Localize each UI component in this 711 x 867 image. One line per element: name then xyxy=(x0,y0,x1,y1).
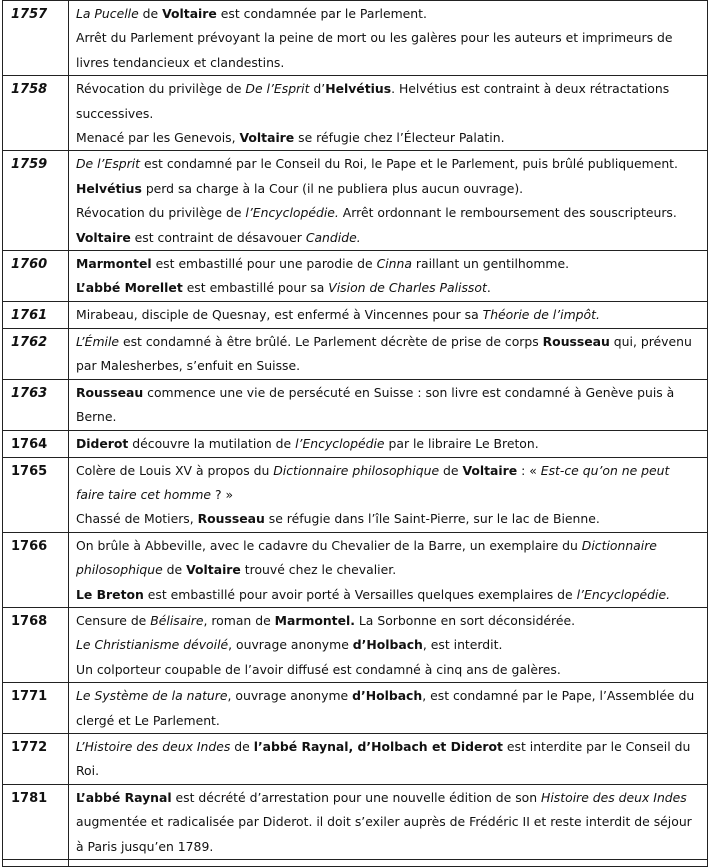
italic-title: Bélisaire xyxy=(150,612,204,628)
chronology-table xyxy=(2,0,708,867)
text-span: est contraint de désavouer xyxy=(130,229,306,245)
event-paragraph xyxy=(76,303,701,327)
bold-text: d’Holbach xyxy=(352,688,423,704)
text-span: par le libraire Le Breton. xyxy=(384,435,539,451)
text-span: commence une vie de persécuté en Suisse : son livre est condamné à Genève puis à Berne. xyxy=(76,384,675,425)
table-row xyxy=(3,1,708,76)
text-span: est condamné par le Conseil du Roi, le Pape et le Parlement, puis brûlé publiquement. xyxy=(140,156,678,172)
text-span: La Sorbonne en sort déconsidérée. xyxy=(354,612,576,628)
italic-title: L’Émile xyxy=(76,333,120,349)
event-paragraph xyxy=(76,534,701,583)
bold-text: Diderot xyxy=(76,435,129,451)
year-cell: 1757 xyxy=(3,1,69,76)
table-row xyxy=(3,328,708,379)
table-row xyxy=(3,784,708,859)
text-span: d’ xyxy=(309,81,326,97)
event-paragraph xyxy=(76,658,701,682)
year-cell: 1772 xyxy=(3,733,69,784)
bold-text: Voltaire xyxy=(186,562,241,578)
text-span: , ouvrage anonyme xyxy=(228,637,353,653)
text-span: : « xyxy=(517,462,541,478)
table-row xyxy=(3,457,708,532)
event-cell xyxy=(69,457,708,532)
italic-title: Le Christianisme dévoilé xyxy=(76,637,229,653)
text-span: , est interdit. xyxy=(422,637,503,653)
text-span: est condamnée par le Parlement. xyxy=(216,6,427,21)
italic-title: l’Encyclopédie xyxy=(295,435,385,451)
table-row xyxy=(3,683,708,734)
text-span: Mirabeau, disciple de Quesnay, est enfermé à Vincennes pour sa xyxy=(76,306,483,322)
italic-title: De l’Esprit xyxy=(245,81,310,97)
event-cell xyxy=(69,251,708,302)
event-paragraph xyxy=(76,77,701,126)
event-paragraph xyxy=(76,26,701,75)
event-paragraph xyxy=(76,152,701,201)
year-cell: 1765 xyxy=(3,457,69,532)
year-cell: 1763 xyxy=(3,379,69,430)
event-cell xyxy=(69,151,708,251)
italic-title: Est-ce qu’on ne peut faire taire cet homme xyxy=(76,462,670,502)
bold-text: Voltaire xyxy=(162,6,217,21)
event-paragraph xyxy=(76,276,701,300)
event-paragraph xyxy=(76,459,701,508)
year-cell: 1768 xyxy=(3,607,69,682)
year-cell: 1781 xyxy=(3,784,69,859)
year-cell: 1762 xyxy=(3,328,69,379)
text-span: est embastillé pour avoir porté à Versailles quelques exemplaires de xyxy=(143,586,577,602)
event-paragraph xyxy=(76,226,701,250)
event-paragraph xyxy=(76,583,701,607)
table-row xyxy=(3,379,708,430)
text-span: , roman de xyxy=(203,612,275,628)
year-cell: 1766 xyxy=(3,532,69,607)
text-span: de xyxy=(230,738,254,754)
event-cell xyxy=(69,430,708,457)
text-span: perd sa charge à la Cour (il ne publiera plus aucun ouvrage). xyxy=(141,180,524,196)
text-span: est décrété d’arrestation pour une nouvelle édition de son xyxy=(171,789,542,805)
event-cell xyxy=(69,607,708,682)
italic-title: Dictionnaire philosophique xyxy=(273,462,440,478)
event-cell xyxy=(69,683,708,734)
text-span: Révocation du privilège de xyxy=(76,81,246,97)
bold-text: d’Holbach xyxy=(352,637,423,653)
italic-title: L’Histoire des deux Indes xyxy=(76,738,231,754)
text-span: Menacé par les Genevois, xyxy=(76,130,240,146)
text-span: Arrêt ordonnant le remboursement des souscripteurs. xyxy=(338,205,677,221)
text-span: Chassé de Motiers, xyxy=(76,511,198,527)
italic-title: l’Encyclopédie. xyxy=(576,586,671,602)
event-paragraph xyxy=(76,507,701,531)
table-row-partial xyxy=(3,860,708,867)
year-cell xyxy=(3,860,69,867)
event-paragraph xyxy=(76,633,701,657)
text-span: raillant un gentilhomme. xyxy=(411,256,570,272)
bold-text: Rousseau xyxy=(76,384,144,400)
year-cell: 1760 xyxy=(3,251,69,302)
text-span: découvre la mutilation de xyxy=(128,435,296,451)
event-cell xyxy=(69,379,708,430)
bold-text: Marmontel. xyxy=(274,612,355,628)
italic-title: Vision de Charles Palissot xyxy=(328,280,487,296)
event-paragraph xyxy=(76,330,701,379)
table-row xyxy=(3,733,708,784)
text-span: est embastillé pour sa xyxy=(182,280,329,296)
italic-title: Candide. xyxy=(305,229,361,245)
text-span: . Helvétius est contraint à deux rétractations successives. xyxy=(76,81,670,121)
bold-text: Voltaire xyxy=(239,130,295,146)
year-cell: 1759 xyxy=(3,151,69,251)
italic-title: Histoire des deux Indes xyxy=(541,789,687,805)
italic-title: De l’Esprit xyxy=(76,156,141,172)
year-cell: 1758 xyxy=(3,76,69,151)
bold-text: l’abbé Raynal, d’Holbach et Diderot xyxy=(253,738,503,754)
table-row xyxy=(3,251,708,302)
year-cell: 1764 xyxy=(3,430,69,457)
event-paragraph xyxy=(76,432,701,456)
event-cell xyxy=(69,76,708,151)
text-span: est interdite par le Conseil du Roi. xyxy=(76,738,691,779)
text-span: Colère de Louis XV à propos du xyxy=(76,462,274,478)
text-span: de xyxy=(162,562,187,578)
bold-text: Helvétius xyxy=(76,180,142,196)
table-row xyxy=(3,607,708,682)
italic-title: La Pucelle xyxy=(76,6,139,21)
text-span: Un colporteur coupable de l’avoir diffusé est condamné à cinq ans de galères. xyxy=(76,661,561,677)
event-cell xyxy=(69,1,708,76)
bold-text: Le Breton xyxy=(76,586,144,602)
text-span: qui, prévenu par Malesherbes, s’enfuit en Suisse. xyxy=(76,333,692,374)
text-span: de xyxy=(138,6,163,21)
text-span: augmentée et radicalisée par Diderot. il doit s’exiler auprès de Frédéric II et reste interdit de séjour à Paris jusqu’en 1789. xyxy=(76,814,692,854)
italic-title: Dictionnaire philosophique xyxy=(76,537,657,578)
event-paragraph xyxy=(76,786,701,859)
year-cell: 1761 xyxy=(3,301,69,328)
table-row xyxy=(3,532,708,607)
text-span: On brûle à Abbeville, avec le cadavre du Chevalier de la Barre, un exemplaire du xyxy=(76,537,582,553)
text-span: , ouvrage anonyme xyxy=(227,688,353,704)
event-paragraph xyxy=(76,2,701,26)
bold-text: Rousseau xyxy=(197,511,265,527)
event-paragraph xyxy=(76,201,701,225)
event-paragraph xyxy=(76,684,701,733)
event-cell xyxy=(69,860,708,867)
event-paragraph xyxy=(76,609,701,633)
text-span: est condamné à être brûlé. Le Parlement décrète de prise de corps xyxy=(119,333,543,349)
text-span: Censure de xyxy=(76,612,151,628)
event-cell xyxy=(69,301,708,328)
italic-title: Théorie de l’impôt. xyxy=(482,306,600,322)
bold-text: Voltaire xyxy=(76,229,131,245)
bold-text: Voltaire xyxy=(462,462,518,478)
text-span: ? » xyxy=(211,486,234,502)
bold-text: Rousseau xyxy=(542,333,610,349)
bold-text: Helvétius xyxy=(325,81,392,97)
event-cell xyxy=(69,532,708,607)
bold-text: L’abbé Raynal xyxy=(76,789,172,805)
table-row xyxy=(3,151,708,251)
italic-title: Cinna xyxy=(376,256,412,272)
event-paragraph xyxy=(76,252,701,276)
event-cell xyxy=(69,733,708,784)
italic-title: l’Encyclopédie. xyxy=(245,205,339,221)
text-span: se réfugie chez l’Électeur Palatin. xyxy=(294,130,505,146)
table-row xyxy=(3,301,708,328)
italic-title: Le Système de la nature xyxy=(76,688,228,704)
event-cell xyxy=(69,784,708,859)
text-span: Arrêt du Parlement prévoyant la peine de mort ou les galères pour les auteurs et imprimeurs de livres tendancieux et clandestins. xyxy=(76,30,673,70)
event-paragraph xyxy=(76,381,701,430)
bold-text: Marmontel xyxy=(76,256,152,272)
year-cell: 1771 xyxy=(3,683,69,734)
text-span: . xyxy=(486,280,491,296)
event-paragraph xyxy=(76,126,701,150)
text-span: de xyxy=(439,462,463,478)
text-span: , est condamné par le Pape, l’Assemblée du clergé et Le Parlement. xyxy=(76,688,695,728)
text-span: est embastillé pour une parodie de xyxy=(151,256,377,272)
chronology-body xyxy=(3,1,708,867)
bold-text: L’abbé Morellet xyxy=(76,280,183,296)
text-span: trouvé chez le chevalier. xyxy=(240,562,397,578)
table-row xyxy=(3,430,708,457)
text-span: Révocation du privilège de xyxy=(76,205,246,221)
text-span: se réfugie dans l’île Saint-Pierre, sur le lac de Bienne. xyxy=(264,511,600,527)
event-paragraph xyxy=(76,735,701,784)
table-row xyxy=(3,76,708,151)
event-cell xyxy=(69,328,708,379)
